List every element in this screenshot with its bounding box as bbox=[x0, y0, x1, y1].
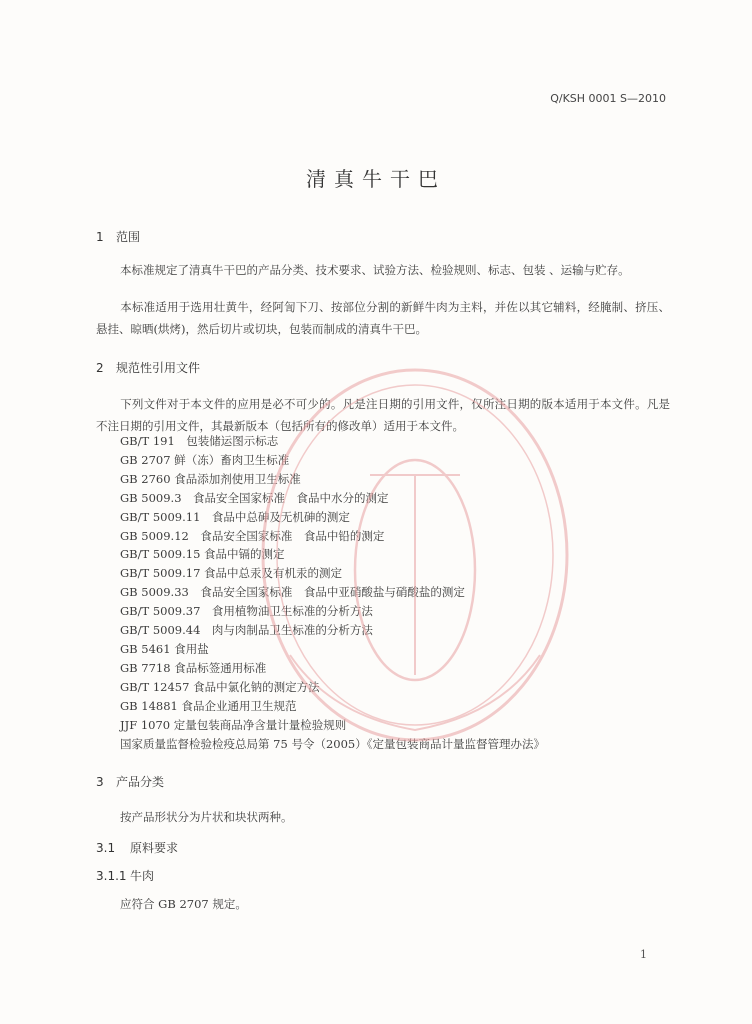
paragraph: 本标准规定了清真牛干巴的产品分类、技术要求、试验方法、检验规则、标志、包装 、运输与贮存。 bbox=[120, 263, 630, 277]
reference-item: JJF 1070 定量包装商品净含量计量检验规则 bbox=[120, 717, 347, 732]
reference-item: GB/T 191 包装储运图示标志 bbox=[120, 434, 279, 448]
reference-list bbox=[120, 432, 545, 753]
reference-item: 国家质量监督检验检疫总局第 75 号令（2005）《定量包装商品计量监督管理办法》 bbox=[120, 736, 545, 751]
reference-item: GB 5461 食用盐 bbox=[120, 641, 209, 656]
reference-item: GB 5009.3 食品安全国家标准 食品中水分的测定 bbox=[120, 490, 389, 505]
section-number: 3.1 bbox=[96, 841, 116, 855]
reference-item: GB/T 5009.17 食品中总汞及有机汞的测定 bbox=[120, 566, 343, 581]
document-title: 清真牛干巴 bbox=[306, 167, 446, 191]
section-number: 3.1.1 bbox=[96, 869, 127, 883]
section-3-1-1-heading bbox=[96, 867, 154, 884]
reference-item: GB/T 5009.37 食用植物油卫生标准的分析方法 bbox=[120, 604, 373, 619]
reference-item: GB/T 12457 食品中氯化钠的测定方法 bbox=[120, 679, 320, 694]
section-number: 1 bbox=[96, 230, 104, 244]
section-title: 产品分类 bbox=[116, 775, 165, 789]
reference-item: GB 7718 食品标签通用标准 bbox=[120, 660, 267, 675]
reference-item: GB 14881 食品企业通用卫生规范 bbox=[120, 698, 297, 713]
paragraph: 下列文件对于本文件的应用是必不可少的。凡是注日期的引用文件，仅所注日期的版本适用于本文件。凡是不注日期的引用文件，其最新版本（包括所有的修改单）适用于本文件。 bbox=[96, 397, 670, 433]
section-3-1-heading bbox=[96, 839, 178, 856]
paragraph: 应符合 GB 2707 规定。 bbox=[120, 897, 247, 911]
section-title: 范围 bbox=[116, 230, 141, 244]
standard-code: Q/KSH 0001 S—2010 bbox=[550, 92, 666, 105]
reference-item: GB/T 5009.44 肉与肉制品卫生标准的分析方法 bbox=[120, 623, 373, 638]
section-title: 牛肉 bbox=[130, 869, 155, 883]
section-number: 3 bbox=[96, 775, 104, 789]
paragraph: 按产品形状分为片状和块状两种。 bbox=[120, 810, 293, 824]
section-1-heading bbox=[96, 228, 140, 245]
reference-item: GB 2707 鲜（冻）畜肉卫生标准 bbox=[120, 452, 290, 467]
section-title: 规范性引用文件 bbox=[116, 361, 201, 375]
reference-item: GB 2760 食品添加剂使用卫生标准 bbox=[120, 471, 301, 486]
section-3-heading bbox=[96, 773, 164, 790]
page-number: 1 bbox=[640, 948, 647, 961]
section-number: 2 bbox=[96, 361, 104, 375]
reference-item: GB/T 5009.11 食品中总砷及无机砷的测定 bbox=[120, 509, 350, 524]
paragraph: 本标准适用于选用壮黄牛，经阿訇下刀、按部位分割的新鲜牛肉为主料，并佐以其它辅料，经腌制、挤压、悬挂、晾晒(烘烤)，然后切片或切块，包装而制成的清真牛干巴。 bbox=[96, 300, 670, 336]
section-title: 原料要求 bbox=[130, 841, 179, 855]
reference-item: GB 5009.12 食品安全国家标准 食品中铅的测定 bbox=[120, 528, 385, 543]
reference-item: GB 5009.33 食品安全国家标准 食品中亚硝酸盐与硝酸盐的测定 bbox=[120, 585, 465, 600]
reference-item: GB/T 5009.15 食品中镉的测定 bbox=[120, 547, 285, 562]
section-2-heading bbox=[96, 359, 200, 376]
